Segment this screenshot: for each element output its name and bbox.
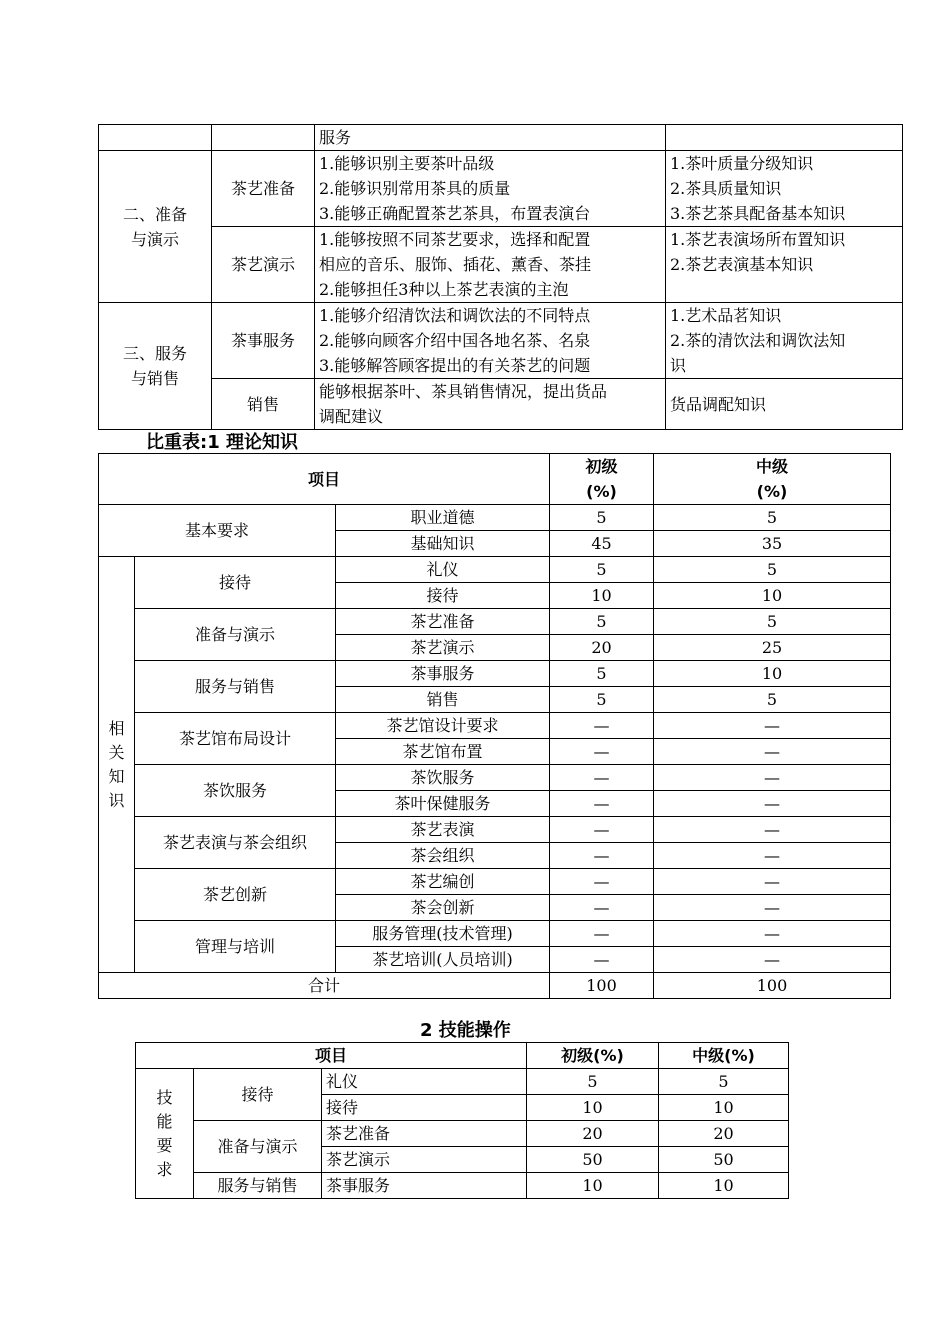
primary-value-cell: — [550, 739, 654, 765]
total-label-cell: 合计 [99, 973, 550, 999]
knowledge-line: 识 [670, 356, 687, 375]
primary-value-cell: 5 [550, 505, 654, 531]
header-intermediate-line: 中级 [755, 457, 788, 476]
primary-value-cell: 20 [550, 635, 654, 661]
work-item-cell: 茶艺准备 [212, 151, 315, 227]
sub-item-cell: 礼仪 [322, 1069, 527, 1095]
intermediate-value-cell: 5 [654, 609, 891, 635]
empty-cell [99, 125, 212, 151]
intermediate-value-cell: 35 [654, 531, 891, 557]
vertical-char: 关 [108, 742, 125, 762]
group-name-cell: 茶艺表演与茶会组织 [135, 817, 336, 869]
top-skills-table [98, 124, 903, 430]
section-name-line: 与销售 [130, 369, 179, 388]
skill-line: 2.能够向顾客介绍中国各地名茶、名泉 [319, 331, 591, 350]
group-name-cell: 准备与演示 [194, 1121, 322, 1173]
section-name-line: 与演示 [130, 229, 179, 249]
primary-value-cell: — [550, 713, 654, 739]
header-primary-line: 初级 [585, 457, 618, 476]
knowledge-requirements-cell: 货品调配知识 [666, 379, 903, 430]
primary-value-cell: 10 [527, 1173, 659, 1199]
vertical-char: 要 [156, 1135, 173, 1155]
table-row [99, 869, 891, 895]
intermediate-value-cell: 25 [654, 635, 891, 661]
primary-value-cell: — [550, 921, 654, 947]
work-item-cell: 茶艺演示 [212, 227, 315, 303]
sub-item-cell: 茶艺表演 [336, 817, 550, 843]
knowledge-line: 3.茶艺茶具配备基本知识 [670, 204, 846, 223]
theory-caption: 比重表:1 理论知识 [146, 432, 298, 453]
sub-item-cell: 茶艺演示 [322, 1147, 527, 1173]
header-item: 项目 [136, 1043, 527, 1069]
skills-weight-table [135, 1042, 789, 1199]
sub-item-cell: 茶艺编创 [336, 869, 550, 895]
group-name-cell: 接待 [135, 557, 336, 609]
primary-value-cell: — [550, 947, 654, 973]
vertical-char: 技 [156, 1087, 173, 1107]
header-primary: 初级(%) [527, 1043, 659, 1069]
work-item-cell: 销售 [212, 379, 315, 430]
sub-item-cell: 茶艺准备 [336, 609, 550, 635]
vertical-char: 相 [108, 718, 125, 738]
sub-item-cell: 茶叶保健服务 [336, 791, 550, 817]
intermediate-value-cell: — [654, 869, 891, 895]
header-item: 项目 [99, 454, 550, 505]
primary-value-cell: 5 [550, 609, 654, 635]
total-row [99, 973, 891, 999]
intermediate-value-cell: — [654, 843, 891, 869]
empty-cell [212, 125, 315, 151]
sub-item-cell: 茶饮服务 [336, 765, 550, 791]
sub-item-cell: 茶艺培训(人员培训) [336, 947, 550, 973]
primary-value-cell: 50 [527, 1147, 659, 1173]
primary-value-cell: 10 [550, 583, 654, 609]
skill-requirements-cell [315, 227, 666, 303]
table-row [136, 1173, 789, 1199]
vertical-char: 求 [156, 1159, 173, 1179]
intermediate-value-cell: — [654, 765, 891, 791]
intermediate-value-cell: — [654, 713, 891, 739]
intermediate-value-cell: 50 [659, 1147, 789, 1173]
sub-item-cell: 茶事服务 [322, 1173, 527, 1199]
group-name-cell: 接待 [194, 1069, 322, 1121]
intermediate-value-cell: 20 [659, 1121, 789, 1147]
sub-item-cell: 茶艺演示 [336, 635, 550, 661]
sub-item-cell: 茶会组织 [336, 843, 550, 869]
skill-line: 3.能够正确配置茶艺茶具，布置表演台 [319, 204, 591, 223]
section-name-cell [99, 151, 212, 303]
sub-item-cell: 服务管理(技术管理) [336, 921, 550, 947]
basic-requirements-cell: 基本要求 [99, 505, 336, 557]
header-primary [550, 454, 654, 505]
intermediate-value-cell: — [654, 895, 891, 921]
header-intermediate [654, 454, 891, 505]
empty-cell [666, 125, 903, 151]
primary-value-cell: 5 [550, 557, 654, 583]
intermediate-value-cell: — [654, 947, 891, 973]
primary-value-cell: 5 [550, 661, 654, 687]
sub-item-cell: 基础知识 [336, 531, 550, 557]
intermediate-value-cell: — [654, 791, 891, 817]
skill-line: 2.能够识别常用茶具的质量 [319, 179, 511, 198]
primary-value-cell: — [550, 869, 654, 895]
skill-line: 1.能够介绍清饮法和调饮法的不同特点 [319, 306, 591, 325]
group-name-cell: 茶艺创新 [135, 869, 336, 921]
group-name-cell: 管理与培训 [135, 921, 336, 973]
group-name-cell: 茶饮服务 [135, 765, 336, 817]
group-name-cell: 服务与销售 [194, 1173, 322, 1199]
continuation-cell: 服务 [315, 125, 666, 151]
skills-caption: 2 技能操作 [420, 1020, 511, 1041]
skill-line: 相应的音乐、服饰、插花、薰香、茶挂 [319, 255, 592, 274]
skill-line: 能够根据茶叶、茶具销售情况，提出货品 [319, 382, 608, 401]
primary-value-cell: — [550, 765, 654, 791]
group-name-cell: 茶艺馆布局设计 [135, 713, 336, 765]
primary-value-cell: — [550, 895, 654, 921]
primary-value-cell: — [550, 791, 654, 817]
sub-item-cell: 礼仪 [336, 557, 550, 583]
knowledge-requirements-cell [666, 303, 903, 379]
table-row [99, 505, 891, 531]
intermediate-value-cell: 10 [654, 583, 891, 609]
table-row [99, 557, 891, 583]
group-name-cell: 服务与销售 [135, 661, 336, 713]
section-name-line: 三、服务 [122, 344, 187, 363]
related-knowledge-cell [99, 557, 135, 973]
knowledge-requirements-cell [666, 227, 903, 303]
intermediate-value-cell: 10 [659, 1095, 789, 1121]
sub-item-cell: 接待 [322, 1095, 527, 1121]
section-name-cell [99, 303, 212, 430]
table-row [136, 1069, 789, 1095]
table-row [136, 1121, 789, 1147]
primary-value-cell: — [550, 817, 654, 843]
intermediate-value-cell: 10 [654, 661, 891, 687]
vertical-char: 知 [108, 766, 125, 786]
knowledge-line: 1.茶叶质量分级知识 [670, 154, 814, 173]
vertical-char: 识 [108, 790, 125, 810]
knowledge-requirements-cell [666, 151, 903, 227]
primary-value-cell: — [550, 843, 654, 869]
sub-item-cell: 职业道德 [336, 505, 550, 531]
sub-item-cell: 销售 [336, 687, 550, 713]
table-row [99, 817, 891, 843]
vertical-char: 能 [156, 1111, 173, 1131]
skill-line: 3.能够解答顾客提出的有关茶艺的问题 [319, 356, 591, 375]
sub-item-cell: 茶艺馆布置 [336, 739, 550, 765]
knowledge-line: 1.茶艺表演场所布置知识 [670, 230, 846, 249]
header-primary-line: (%) [586, 482, 617, 501]
skill-requirements-cell [315, 379, 666, 430]
header-intermediate-line: (%) [756, 482, 788, 501]
primary-value-cell: 5 [550, 687, 654, 713]
table-row [99, 661, 891, 687]
table-row [99, 609, 891, 635]
total-intermediate-cell: 100 [654, 973, 891, 999]
intermediate-value-cell: — [654, 921, 891, 947]
knowledge-line: 2.茶具质量知识 [670, 179, 782, 198]
primary-value-cell: 20 [527, 1121, 659, 1147]
section-name-line: 二、准备 [122, 204, 187, 224]
skill-requirements-side-cell [136, 1069, 194, 1199]
total-primary-cell: 100 [550, 973, 654, 999]
skill-requirements-cell [315, 151, 666, 227]
primary-value-cell: 10 [527, 1095, 659, 1121]
primary-value-cell: 5 [527, 1069, 659, 1095]
intermediate-value-cell: 5 [654, 557, 891, 583]
intermediate-value-cell: 10 [659, 1173, 789, 1199]
sub-item-cell: 茶艺准备 [322, 1121, 527, 1147]
knowledge-line: 2.茶艺表演基本知识 [670, 255, 814, 274]
intermediate-value-cell: 5 [659, 1069, 789, 1095]
work-item-cell: 茶事服务 [212, 303, 315, 379]
theory-weight-table [98, 453, 891, 999]
knowledge-line: 2.茶的清饮法和调饮法知 [670, 331, 846, 350]
knowledge-line: 1.艺术品茗知识 [670, 306, 782, 325]
skill-line: 1.能够识别主要茶叶品级 [319, 154, 495, 173]
intermediate-value-cell: 5 [654, 687, 891, 713]
sub-item-cell: 茶艺馆设计要求 [336, 713, 550, 739]
group-name-cell: 准备与演示 [135, 609, 336, 661]
table-row [99, 921, 891, 947]
skill-line: 2.能够担任3种以上茶艺表演的主泡 [319, 280, 569, 299]
table-row [99, 765, 891, 791]
primary-value-cell: 45 [550, 531, 654, 557]
intermediate-value-cell: — [654, 817, 891, 843]
skill-line: 1.能够按照不同茶艺要求，选择和配置 [319, 230, 591, 249]
skill-requirements-cell [315, 303, 666, 379]
sub-item-cell: 茶事服务 [336, 661, 550, 687]
sub-item-cell: 茶会创新 [336, 895, 550, 921]
skill-line: 调配建议 [319, 407, 384, 426]
intermediate-value-cell: — [654, 739, 891, 765]
sub-item-cell: 接待 [336, 583, 550, 609]
header-intermediate: 中级(%) [659, 1043, 789, 1069]
intermediate-value-cell: 5 [654, 505, 891, 531]
table-row [99, 713, 891, 739]
